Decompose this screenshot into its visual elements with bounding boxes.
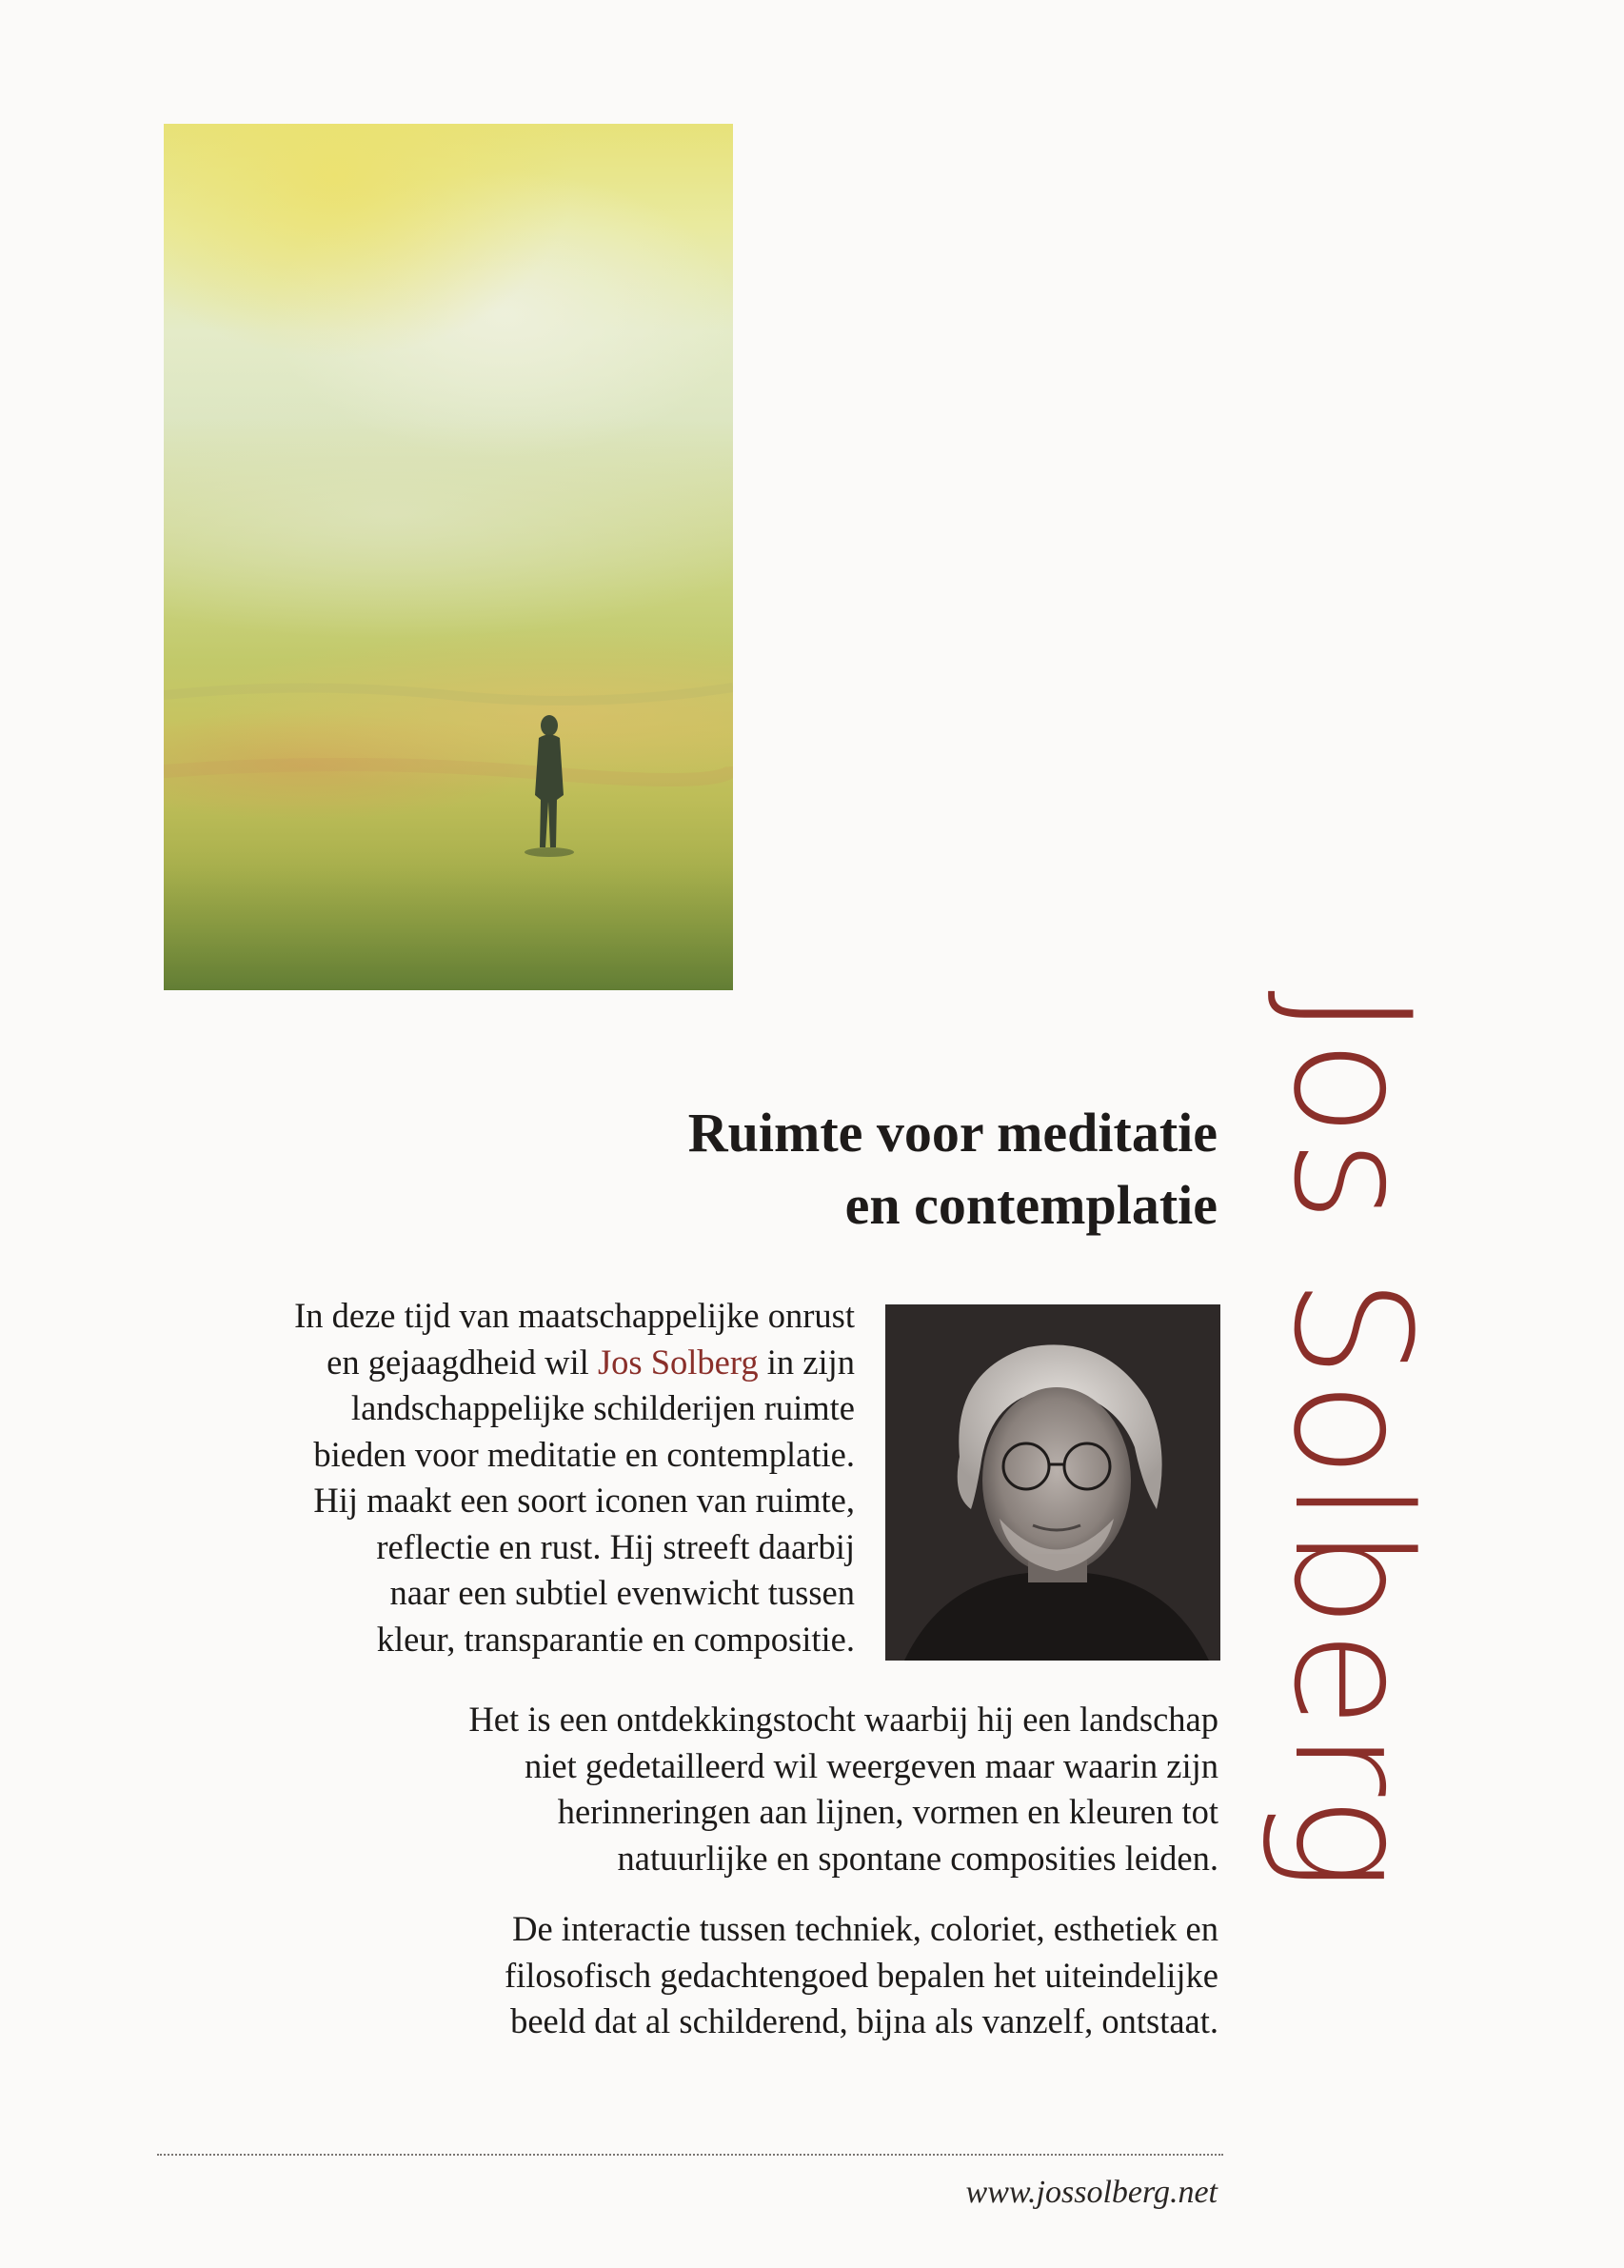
para3-line-1: De interactie tussen techniek, coloriet, esthetiek en: [512, 1909, 1218, 1948]
title-line-2: en contemplatie: [844, 1174, 1218, 1236]
title-line-1: Ruimte voor meditatie: [687, 1102, 1218, 1164]
para1-line-8: kleur, transparantie en compositie.: [376, 1619, 855, 1659]
para1-line-7: naar een subtiel evenwicht tussen: [389, 1573, 855, 1612]
intro-paragraph: [143, 1293, 855, 1662]
para2-line-4: natuurlijke en spontane composities leiden.: [617, 1838, 1218, 1878]
page-title: [494, 1097, 1218, 1242]
lone-figure-illustration: [164, 124, 733, 990]
para1-line-2: [143, 1340, 855, 1386]
website-link[interactable]: www.jossolberg.net: [965, 2175, 1218, 2210]
para3-line-2: filosofisch gedachtengoed bepalen het uiteindelijke: [504, 1955, 1218, 1995]
artist-portrait: [885, 1304, 1220, 1661]
para3-line-3: beeld dat al schilderend, bijna als vanzelf, ontstaat.: [510, 2001, 1218, 2040]
body-paragraph-3: [143, 1906, 1218, 2045]
vertical-artist-name: Jos Solberg: [1258, 990, 1445, 1894]
para1-line-4: bieden voor meditatie en contemplatie.: [313, 1434, 855, 1474]
para1-line-3: landschappelijke schilderijen ruimte: [350, 1388, 855, 1427]
para1-line-5: Hij maakt een soort iconen van ruimte,: [313, 1481, 855, 1520]
body-paragraph-2: [143, 1697, 1218, 1881]
para2-line-2: niet gedetailleerd wil weergeven maar waarin zijn: [525, 1745, 1218, 1785]
portrait-illustration: [885, 1304, 1220, 1661]
landscape-painting: [164, 124, 733, 990]
para1-line-2-after: in zijn: [758, 1342, 855, 1382]
para1-line-1: In deze tijd van maatschappelijke onrust: [294, 1296, 855, 1335]
para1-line-6: reflectie en rust. Hij streeft daarbij: [376, 1526, 855, 1566]
para2-line-3: herinneringen aan lijnen, vormen en kleuren tot: [557, 1792, 1218, 1831]
artist-name-highlight: Jos Solberg: [597, 1342, 759, 1382]
para2-line-1: Het is een ontdekkingstocht waarbij hij een landschap: [468, 1700, 1218, 1739]
para1-line-2-before: en gejaagdheid wil: [327, 1342, 598, 1382]
dotted-divider: [157, 2154, 1223, 2156]
